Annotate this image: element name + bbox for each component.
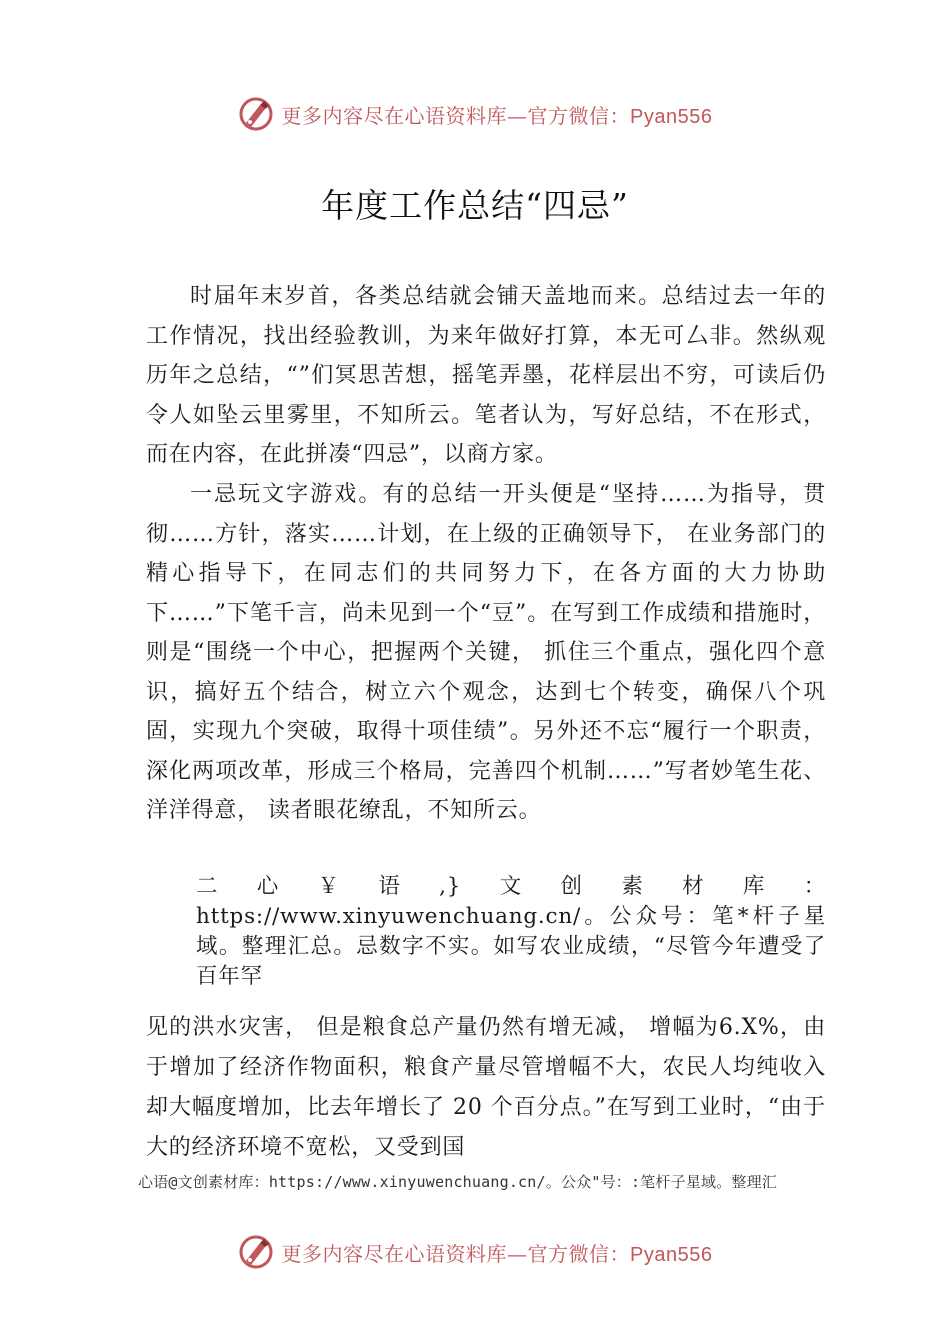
paragraph-intro: 时届年末岁首，各类总结就会铺天盖地而来。总结过去一年的工作情况，找出经验教训，为来年做好打算，本无可厶非。然纵观历年之总结，“”们冥思苦想，摇笔弄墨，花样层出不穷，可读后仍令人如坠云里雾里，不知所云。笔者认为，写好总结，不在形式，而在内容，在此拼凑“四忌”，以商方家。: [146, 284, 826, 467]
footer-banner: [0, 1230, 950, 1274]
pen-nib-logo-icon: [238, 1234, 274, 1270]
pen-nib-logo-icon: [238, 96, 274, 132]
header-banner: [0, 92, 950, 136]
paragraph-second-taboo: 二心￥语,}文创素材库：https://www.xinyuwenchuang.cn/。公众号：笔*杆子星域。整理汇总。忌数字不实。如写农业成绩，“尽管今年遭受了百年罕: [196, 874, 826, 989]
paragraph-first-taboo: 一忌玩文字游戏。有的总结一开头便是“坚持……为指导，贯彻……方针，落实……计划，在上级的正确领导下， 在业务部门的精心指导下，在同志们的共同努力下，在各方面的大力协助下……”下笔千言，尚未见到一个“豆”。在写到工作成绩和措施时，则是“围绕一个中心，把握两个关键， 抓住三个重点，强化四个意识，搞好五个结合，树立六个观念，达到七个转变，确保八个巩固，实现九个突破，取得十项佳绩”。另外还不忘“履行一个职责，深化两项改革，形成三个格局，完善四个机制……”写者妙笔生花、洋洋得意， 读者眼花缭乱，不知所云。: [146, 482, 826, 823]
footer-source-note: 心语@文创素材库：https://www.xinyuwenchuang.cn/。公众"号：:笔杆子星域。整理汇: [138, 1173, 778, 1191]
document-title: 年度工作总结“四忌”: [321, 186, 629, 225]
paragraph-continued: 见的洪水灾害， 但是粮食总产量仍然有增无减， 增幅为6.X%，由于增加了经济作物面积，粮食产量尽管增幅不大，农民人均纯收入却大幅度增加，比去年增长了 20 个百分点。”在写到工业时，“由于大的经济环境不宽松，又受到国: [146, 1015, 826, 1160]
header-banner-text: 更多内容尽在心语资料库—官方微信：Pyan556: [281, 103, 713, 128]
footer-banner-text: 更多内容尽在心语资料库—官方微信：Pyan556: [281, 1241, 713, 1266]
